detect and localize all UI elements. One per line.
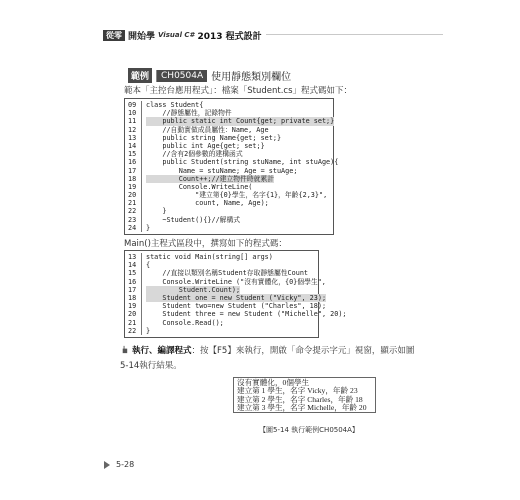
line-number: 17 xyxy=(128,286,142,294)
code-line xyxy=(128,126,333,134)
code-text: //靜態屬性，記錄物件 xyxy=(146,109,232,118)
line-number: 12 xyxy=(128,126,142,134)
code-line xyxy=(128,216,333,224)
code-line xyxy=(128,142,333,150)
code-text: Console.Read(); xyxy=(146,318,224,327)
line-number: 13 xyxy=(128,134,142,142)
code-text: Console.WriteLine( xyxy=(146,182,253,191)
step-paragraph xyxy=(120,344,420,374)
code-listing-student xyxy=(124,98,339,235)
running-header xyxy=(103,28,443,42)
code-line xyxy=(128,183,333,191)
line-number: 14 xyxy=(128,142,142,150)
line-number: 16 xyxy=(128,278,142,286)
line-number: 19 xyxy=(128,183,142,191)
code-text: Console.WriteLine ("沒有實體化，{0}個學生", xyxy=(146,277,326,286)
code-text: public static int Count{get; private set;} xyxy=(146,117,335,126)
code-line xyxy=(128,277,326,286)
line-number: 17 xyxy=(128,167,142,175)
code-line xyxy=(128,199,333,207)
console-line: 沒有實體化，0個學生 xyxy=(237,378,310,387)
code-line xyxy=(128,158,339,167)
code-text: Name = stuName; Age = stuAge; xyxy=(146,166,298,175)
line-number: 13 xyxy=(128,253,142,261)
code-text: Student two=new Student ("Charles", 18); xyxy=(146,302,327,311)
code-text: //直接以類別名稱Student存取靜態屬性Count xyxy=(146,269,309,278)
code-text: static void Main(string[] args) xyxy=(146,253,273,261)
code-text: public Student(string stuName, int stuAge){ xyxy=(146,158,339,167)
line-number: 14 xyxy=(128,261,142,269)
line-number: 23 xyxy=(128,216,142,224)
step-text: ：按【F5】來執行，開啟「命令提示字元」視窗，顯示如圖 5-14執行結果。 xyxy=(120,346,415,371)
code-text: count, Name, Age); xyxy=(146,199,269,208)
header-title: 2013 程式設計 xyxy=(197,31,262,42)
step-bold: 執行、編譯程式 xyxy=(132,346,192,356)
code-line xyxy=(128,207,333,215)
code-text: //自動實做成員屬性：Name, Age xyxy=(146,125,269,134)
console-line: 建立第 3 學生，名字 Michelle，年齡 20 xyxy=(237,403,367,413)
figure-caption: 【圖5-14 執行範例CH0504A】 xyxy=(259,426,359,434)
console-line: 建立第 1 學生，名字 Vicky，年齡 23 xyxy=(237,386,358,396)
code-line xyxy=(128,134,333,142)
code-text: Count++;//建立物件時就累計 xyxy=(146,174,275,183)
line-number: 09 xyxy=(128,101,142,109)
line-number: 11 xyxy=(128,117,142,125)
code-line xyxy=(128,109,333,117)
main-intro-paragraph: Main()主程式區段中，撰寫如下的程式碼： xyxy=(124,239,287,249)
line-number: 22 xyxy=(128,327,142,335)
code-line xyxy=(128,327,318,335)
line-number: 18 xyxy=(128,175,142,183)
example-code: CH0504A xyxy=(156,70,207,82)
line-number: 15 xyxy=(128,150,142,158)
header-brand xyxy=(103,29,266,42)
line-number: 21 xyxy=(128,319,142,327)
code-text: class Student{ xyxy=(146,101,204,109)
code-text: public string Name{get; set;} xyxy=(146,133,282,142)
code-line xyxy=(128,117,333,125)
example-badge: 範例 xyxy=(128,68,152,83)
code-text: ~Student(){}//解構式 xyxy=(146,215,241,224)
header-product: Visual C# xyxy=(158,31,195,39)
code-line xyxy=(128,150,333,158)
code-line xyxy=(128,319,318,327)
code-text: public int Age{get; set;} xyxy=(146,141,265,150)
console-output xyxy=(233,377,376,413)
brand-rest: 開始學 xyxy=(128,31,156,42)
page-footer xyxy=(104,460,134,469)
example-heading xyxy=(128,68,291,83)
code-text: Student.Count); xyxy=(146,285,241,294)
line-number: 20 xyxy=(128,310,142,318)
intro-paragraph: 範本「主控台應用程式」：檔案「Student.cs」程式碼如下： xyxy=(124,86,353,96)
example-title: 使用靜態類別欄位 xyxy=(211,72,292,83)
line-number: 18 xyxy=(128,294,142,302)
code-text: } xyxy=(146,223,151,232)
line-number: 21 xyxy=(128,199,142,207)
code-line xyxy=(128,253,318,261)
code-line xyxy=(128,269,318,277)
code-line xyxy=(128,293,327,302)
code-text: { xyxy=(146,261,151,270)
line-number: 24 xyxy=(128,224,142,232)
page-number: 5-28 xyxy=(116,460,135,469)
code-line xyxy=(128,175,333,183)
code-line xyxy=(128,302,327,311)
code-text: Student three = new Student ("Michelle", 20); xyxy=(146,310,347,319)
line-number: 10 xyxy=(128,109,142,117)
hand-pointer-icon xyxy=(120,345,129,354)
code-text: Student one = new Student ("Vicky", 23); xyxy=(146,293,327,302)
code-text: "建立第{0}學生，名字{1}，年齡{2,3}", xyxy=(146,191,328,200)
code-text: } xyxy=(146,207,167,216)
code-line xyxy=(128,101,333,109)
code-listing-main xyxy=(124,250,347,338)
line-number: 19 xyxy=(128,302,142,310)
code-line xyxy=(128,310,347,319)
line-number: 22 xyxy=(128,207,142,215)
code-line xyxy=(128,167,333,175)
code-text: } xyxy=(146,326,151,335)
code-line xyxy=(128,286,318,294)
console-line: 建立第 2 學生，名字 Charles，年齡 18 xyxy=(237,394,363,404)
brand-box: 從零 xyxy=(103,30,125,41)
code-line xyxy=(128,224,333,232)
code-line xyxy=(128,191,333,199)
line-number: 16 xyxy=(128,158,142,166)
line-number: 20 xyxy=(128,191,142,199)
code-text: //含有2個參數的建構函式 xyxy=(146,150,243,159)
footer-arrow-icon xyxy=(104,461,110,469)
line-number: 15 xyxy=(128,269,142,277)
